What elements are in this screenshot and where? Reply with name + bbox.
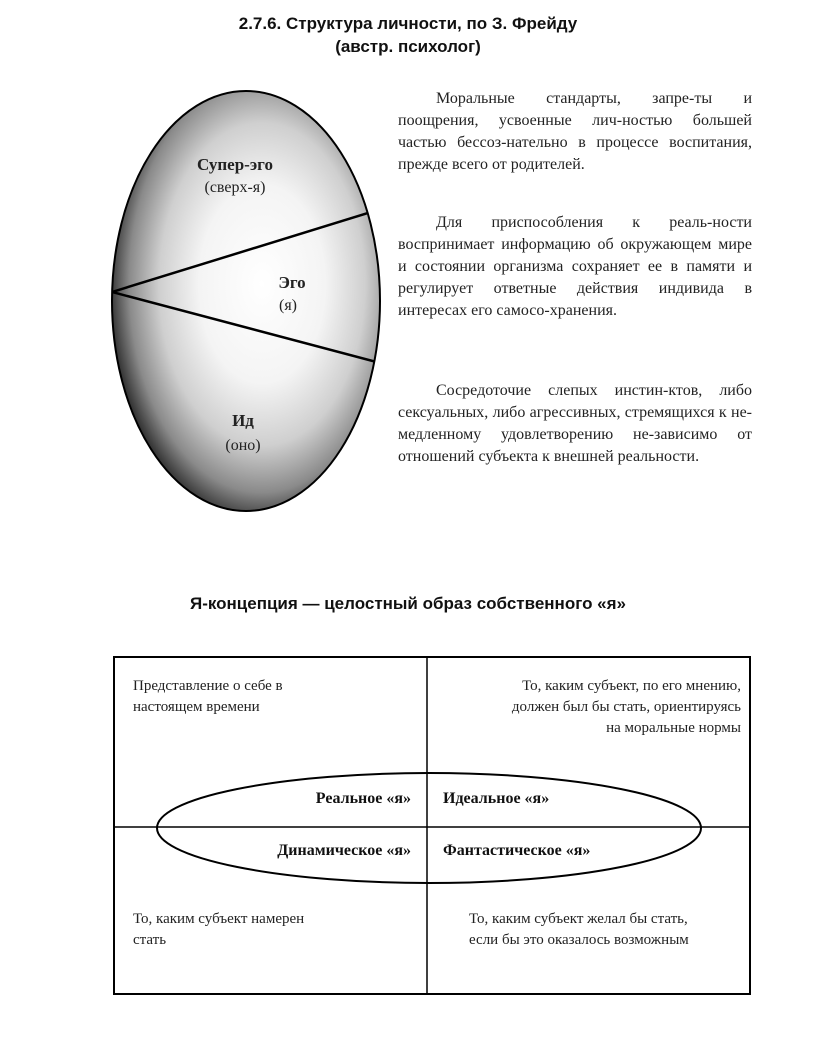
cell-present-self: Представление о себе в настоящем времени <box>133 678 283 715</box>
ego-gloss: (я) <box>278 297 298 314</box>
id-description: Сосредоточие слепых инстин-ктов, либо сексуальных, либо агрессивных, стремящихся к не-медленному удовлетворению не-зависимо от отношений субъекта к внешней реальности. <box>398 382 752 465</box>
section-subtitle: (австр. психолог) <box>335 37 481 56</box>
cell-wished-self: То, каким субъект желал бы стать, если бы это оказалось возможным <box>469 911 689 948</box>
ego-description: Для приспособления к реаль-ности воспринимает информацию об окружающем мире и состоянии организма сохраняет ее в памяти и регулирует ответные действия индивида в интересах его самосо-хранения. <box>398 214 752 319</box>
self-concept-diagram <box>113 656 751 996</box>
label-real-self: Реальное «я» <box>315 790 411 807</box>
cell-moral-self: То, каким субъект, по его мнению, должен был бы стать, ориентируясь на моральные нормы <box>511 678 741 736</box>
self-concept-title: Я-концепция — целостный образ собственного «я» <box>189 594 627 613</box>
label-dynamic-self: Динамическое «я» <box>277 842 411 859</box>
cell-intended-self: То, каким субъект намерен стать <box>133 911 305 948</box>
concept-ellipse <box>157 773 701 883</box>
ego-label: Эго <box>278 273 306 292</box>
id-gloss: (оно) <box>225 437 261 454</box>
label-fantastic-self: Фантастическое «я» <box>443 842 591 859</box>
super-ego-label: Супер-эго <box>197 155 273 174</box>
id-label: Ид <box>232 411 254 430</box>
super-ego-description: Моральные стандарты, запре-ты и поощрения, усвоенные лич-ностью большей частью бессоз-нательно в процессе воспитания, прежде всего от родителей. <box>398 90 752 173</box>
super-ego-gloss: (сверх-я) <box>204 179 266 196</box>
freud-structure-diagram <box>108 86 384 516</box>
label-ideal-self: Идеальное «я» <box>443 790 550 807</box>
section-title: 2.7.6. Структура личности, по З. Фрейду <box>238 14 578 33</box>
